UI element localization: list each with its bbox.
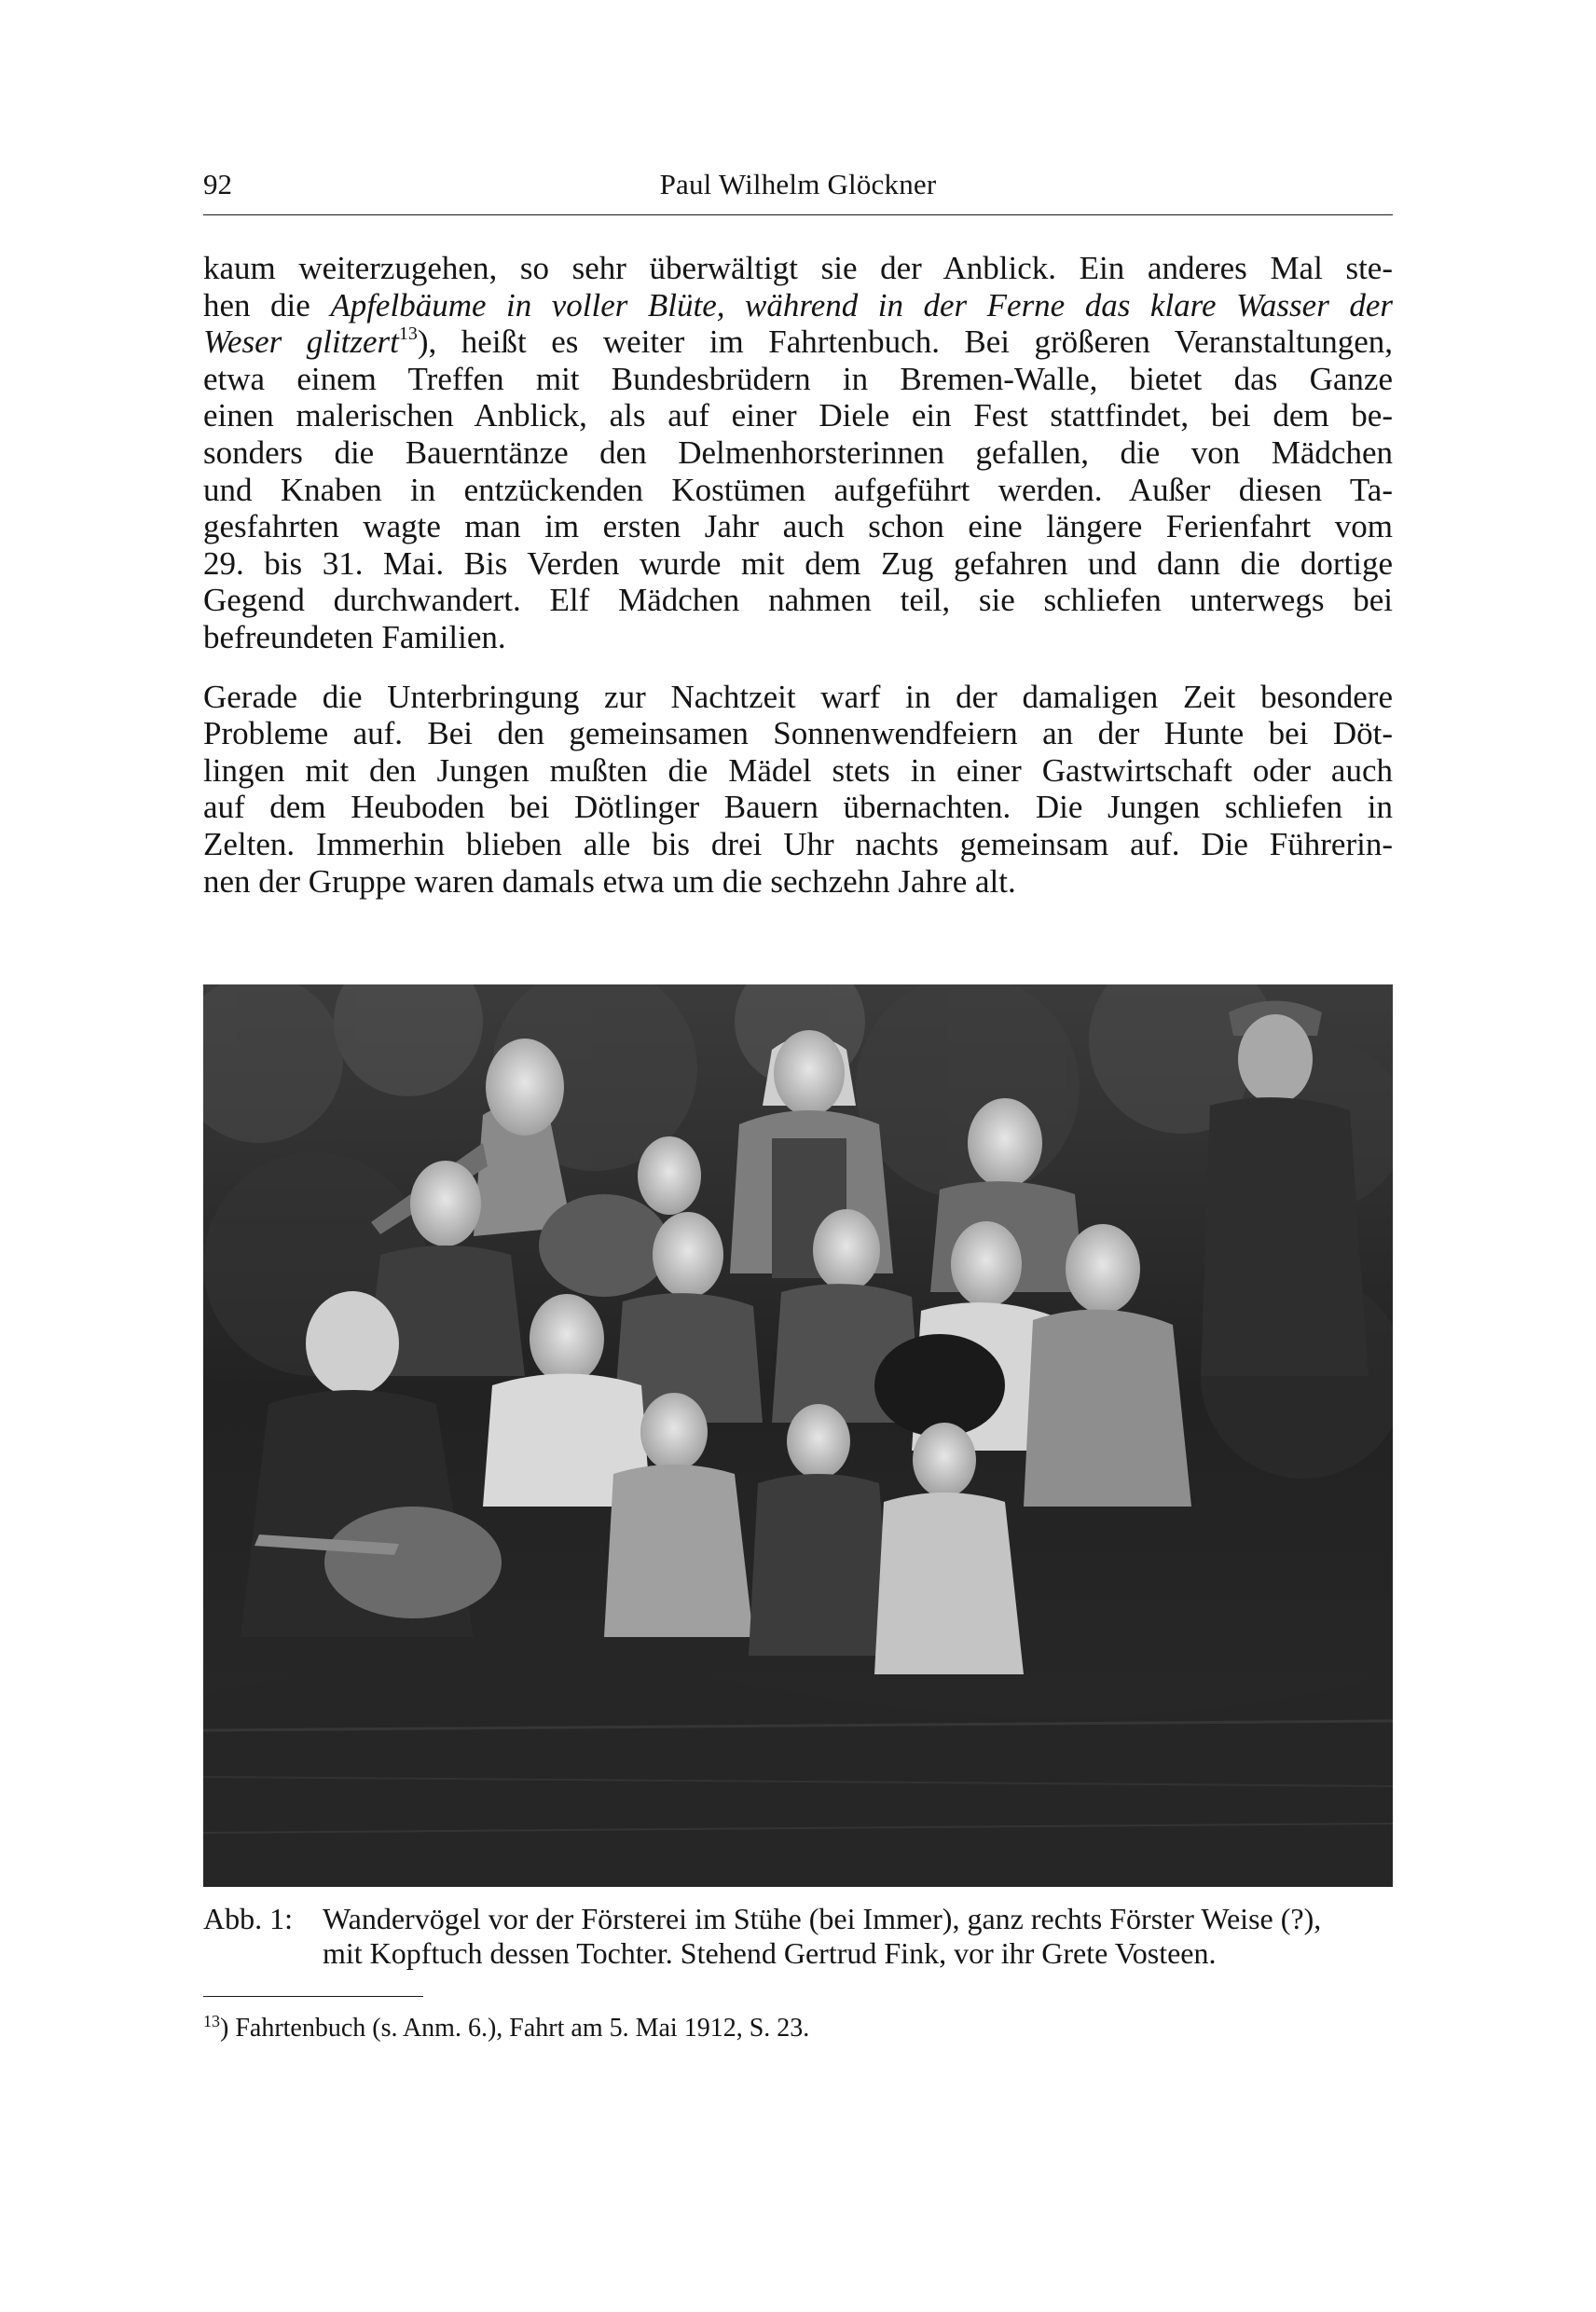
text-line: und Knaben in entzückenden Kostümen aufgeführt werden. Außer diesen Ta-	[203, 471, 1393, 508]
text-line: Zelten. Immerhin blieben alle bis drei Uhr nachts gemeinsam auf. Die Führerin-	[203, 825, 1393, 862]
quoted-italic-text: Weser glitzert	[203, 323, 399, 361]
paragraph-2	[203, 679, 1393, 901]
text-line: befreundeten Familien.	[203, 618, 506, 655]
text-span: ), heißt es weiter im Fahrtenbuch. Bei größeren Veranstaltungen,	[417, 323, 1393, 361]
footnote-reference[interactable]: 13	[398, 323, 418, 345]
text-line: 29. bis 31. Mai. Bis Verden wurde mit dem Zug gefahren und dann die dortige	[203, 544, 1393, 582]
text-line: Probleme auf. Bei den gemeinsamen Sonnenwendfeiern an der Hunte bei Döt-	[203, 715, 1393, 752]
footnote	[203, 2014, 809, 2044]
text-line	[203, 287, 1393, 324]
text-line: Gegend durchwandert. Elf Mädchen nahmen teil, sie schliefen unterwegs bei	[203, 582, 1393, 619]
figure-label: Abb. 1:	[203, 1902, 293, 1935]
text-line: sonders die Bauerntänze den Delmenhorsterinnen gefallen, die von Mädchen	[203, 434, 1393, 471]
text-line: Gerade die Unterbringung zur Nachtzeit warf in der damaligen Zeit besondere	[203, 678, 1393, 715]
body-text	[203, 250, 1393, 900]
photograph-illustration	[203, 984, 1393, 1887]
running-title: Paul Wilhelm Glöckner	[659, 168, 937, 200]
text-span: hen die	[203, 286, 331, 323]
paragraph-1	[203, 250, 1393, 656]
page-number: 92	[203, 168, 232, 200]
text-line: gesfahrten wagte man im ersten Jahr auch schon eine längere Ferienfahrt vom	[203, 508, 1393, 545]
text-line: kaum weiterzugehen, so sehr überwältigt sie der Anblick. Ein anderes Mal ste-	[203, 250, 1393, 286]
quoted-italic-text: Apfelbäume in voller Blüte, während in der Ferne das klare Wasser der	[330, 286, 1394, 323]
text-line: nen der Gruppe waren damals etwa um die sechzehn Jahre alt.	[203, 862, 1016, 900]
group-photograph	[203, 984, 1393, 1887]
running-head	[203, 166, 1393, 215]
footnote-divider	[203, 1996, 423, 1997]
text-line: einen malerischen Anblick, als auf einer Diele ein Fest stattfindet, bei dem be-	[203, 397, 1393, 434]
text-line: auf dem Heuboden bei Dötlinger Bauern übernachten. Die Jungen schliefen in	[203, 789, 1393, 826]
text-line	[203, 323, 1393, 361]
caption-line: mit Kopftuch dessen Tochter. Stehend Gertrud Fink, vor ihr Grete Vosteen.	[323, 1936, 1217, 1970]
text-line: lingen mit den Jungen mußten die Mädel stets in einer Gastwirtschaft oder auch	[203, 751, 1393, 789]
footnote-mark: 13	[203, 2012, 220, 2030]
caption-line: Wandervögel vor der Försterei im Stühe (bei Immer), ganz rechts Förster Weise (?),	[323, 1902, 1322, 1935]
footnote-text: ) Fahrtenbuch (s. Anm. 6.), Fahrt am 5. Mai 1912, S. 23.	[220, 2014, 810, 2043]
text-line: etwa einem Treffen mit Bundesbrüdern in Bremen-Walle, bietet das Ganze	[203, 360, 1393, 397]
